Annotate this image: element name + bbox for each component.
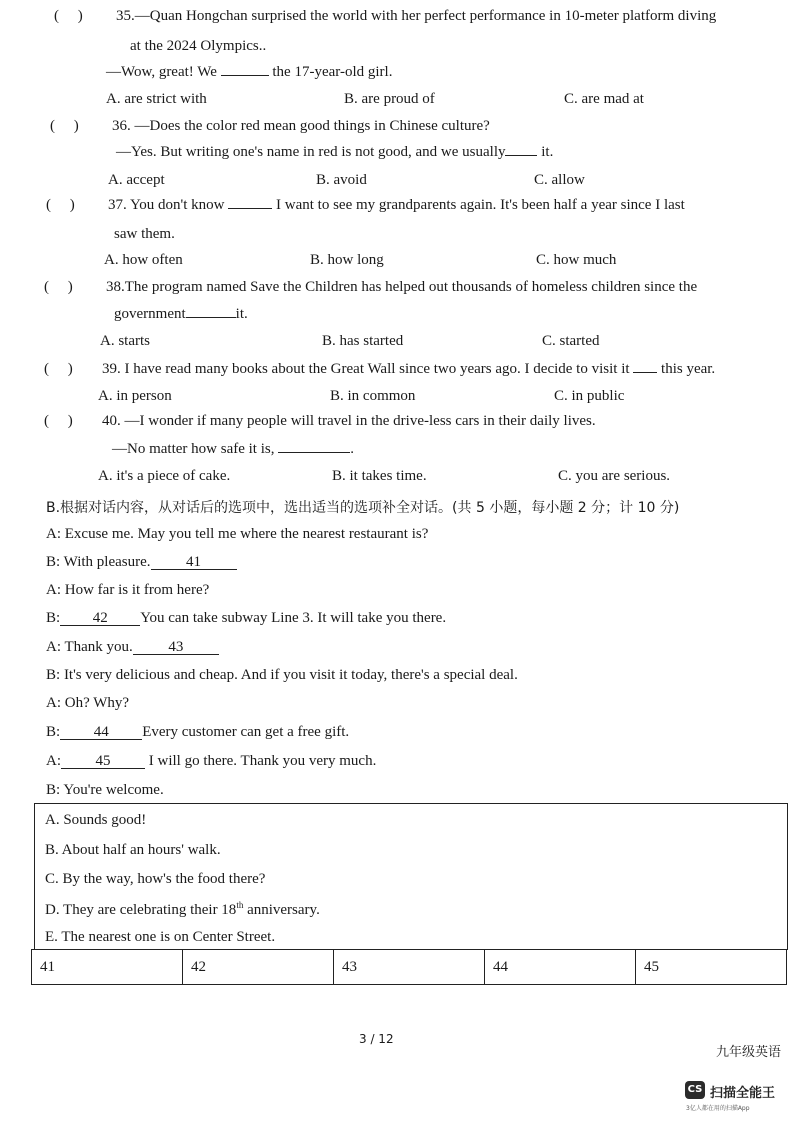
option-b: B. it takes time. [332, 468, 427, 484]
option-a: A. how often [104, 252, 183, 268]
question-36-stem: ( ) 36. —Does the color red mean good things in Chinese culture? [50, 118, 490, 134]
dialogue-blank-42: 42 [60, 611, 140, 626]
choice-c: C. By the way, how's the food there? [45, 871, 266, 887]
option-b: B. in common [330, 388, 416, 404]
answer-blank [278, 452, 350, 453]
option-a: A. starts [100, 333, 150, 349]
question-35-reply: —Wow, great! We the 17-year-old girl. [106, 64, 393, 80]
question-38-stem-cont: government it. [114, 306, 248, 322]
option-a: A. in person [98, 388, 172, 404]
option-c: C. in public [554, 388, 625, 404]
camscanner-tagline: 3亿人都在用的扫描App [686, 1105, 750, 1112]
question-38-options [100, 333, 720, 353]
camscanner-watermark [685, 1081, 789, 1115]
question-35-options [106, 91, 706, 111]
answer-cell-45[interactable]: 45 [636, 950, 787, 985]
answer-cell-44[interactable]: 44 [485, 950, 636, 985]
dialogue-line: B: 42 You can take subway Line 3. It will take you there. [46, 610, 447, 626]
dialogue-blank-43: 43 [133, 640, 219, 655]
dialogue-blank-44: 44 [60, 725, 142, 740]
option-c: C. started [542, 333, 600, 349]
dialogue-blank-45: 45 [61, 754, 145, 769]
answer-cell-41[interactable]: 41 [32, 950, 183, 985]
answer-blank [633, 372, 657, 373]
option-a: A. it's a piece of cake. [98, 468, 231, 484]
question-39-stem: ( ) 39. I have read many books about the Great Wall since two years ago. I decide to visit it this year. [44, 361, 716, 377]
question-39-options [98, 388, 718, 408]
answer-cell-43[interactable]: 43 [334, 950, 485, 985]
option-c: C. allow [534, 172, 585, 188]
dialogue-line: A: How far is it from here? [46, 582, 210, 598]
option-b: B. how long [310, 252, 384, 268]
question-37-options [104, 252, 724, 272]
option-c: C. you are serious. [558, 468, 671, 484]
camscanner-logo-icon: CS [685, 1081, 705, 1099]
question-35-stem: ( ) 35.—Quan Hongchan surprised the world with her perfect performance in 10-meter platform diving [54, 8, 717, 24]
dialogue-line: A: Thank you. 43 [46, 639, 219, 656]
option-b: B. has started [322, 333, 404, 349]
option-c: C. how much [536, 252, 617, 268]
answer-blank [505, 155, 537, 156]
question-40-options [98, 468, 718, 488]
answer-blank [186, 317, 236, 318]
answer-table [31, 949, 787, 985]
choice-d: D. They are celebrating their 18th anniversary. [45, 900, 320, 918]
dialogue-line: B: It's very delicious and cheap. And if you visit it today, there's a special deal. [46, 667, 518, 683]
dialogue-blank-41: 41 [151, 555, 237, 570]
question-38-stem: ( ) 38.The program named Save the Children has helped out thousands of homeless children since the [44, 279, 698, 295]
page-number: 3 / 12 [359, 1032, 394, 1046]
section-b-heading: B.根据对话内容，从对话后的选项中，选出适当的选项补全对话。(共 5 小题，每小题 2 分；计 10 分) [46, 500, 680, 516]
option-b: B. avoid [316, 172, 367, 188]
question-40-reply: —No matter how safe it is, . [112, 441, 354, 457]
camscanner-name: 扫描全能王 [710, 1086, 776, 1101]
answer-blank [221, 75, 269, 76]
dialogue-line: A: Oh? Why? [46, 695, 130, 711]
dialogue-line: B: You're welcome. [46, 782, 164, 798]
option-a: A. are strict with [106, 91, 207, 107]
grade-subject-label: 九年级英语 [716, 1045, 782, 1060]
choice-a: A. Sounds good! [45, 812, 147, 828]
question-35-stem-cont: at the 2024 Olympics.. [130, 38, 267, 54]
question-37-stem: ( ) 37. You don't know I want to see my grandparents again. It's been half a year since I last [46, 197, 685, 213]
option-b: B. are proud of [344, 91, 435, 107]
option-a: A. accept [108, 172, 165, 188]
question-36-reply: —Yes. But writing one's name in red is not good, and we usually it. [116, 144, 554, 160]
choices-box [34, 803, 788, 950]
choice-e: E. The nearest one is on Center Street. [45, 929, 276, 945]
question-36-options [108, 172, 708, 192]
question-37-stem-cont: saw them. [114, 226, 175, 242]
dialogue-line: B: With pleasure. 41 [46, 554, 237, 571]
option-c: C. are mad at [564, 91, 644, 107]
dialogue-line: A: Excuse me. May you tell me where the nearest restaurant is? [46, 526, 429, 542]
dialogue-line: A: 45 I will go there. Thank you very much. [46, 753, 377, 769]
answer-cell-42[interactable]: 42 [183, 950, 334, 985]
choice-b: B. About half an hours' walk. [45, 842, 221, 858]
question-40-stem: ( ) 40. —I wonder if many people will travel in the drive-less cars in their daily lives. [44, 413, 596, 429]
dialogue-line: B: 44 Every customer can get a free gift. [46, 724, 350, 740]
answer-blank [228, 208, 272, 209]
